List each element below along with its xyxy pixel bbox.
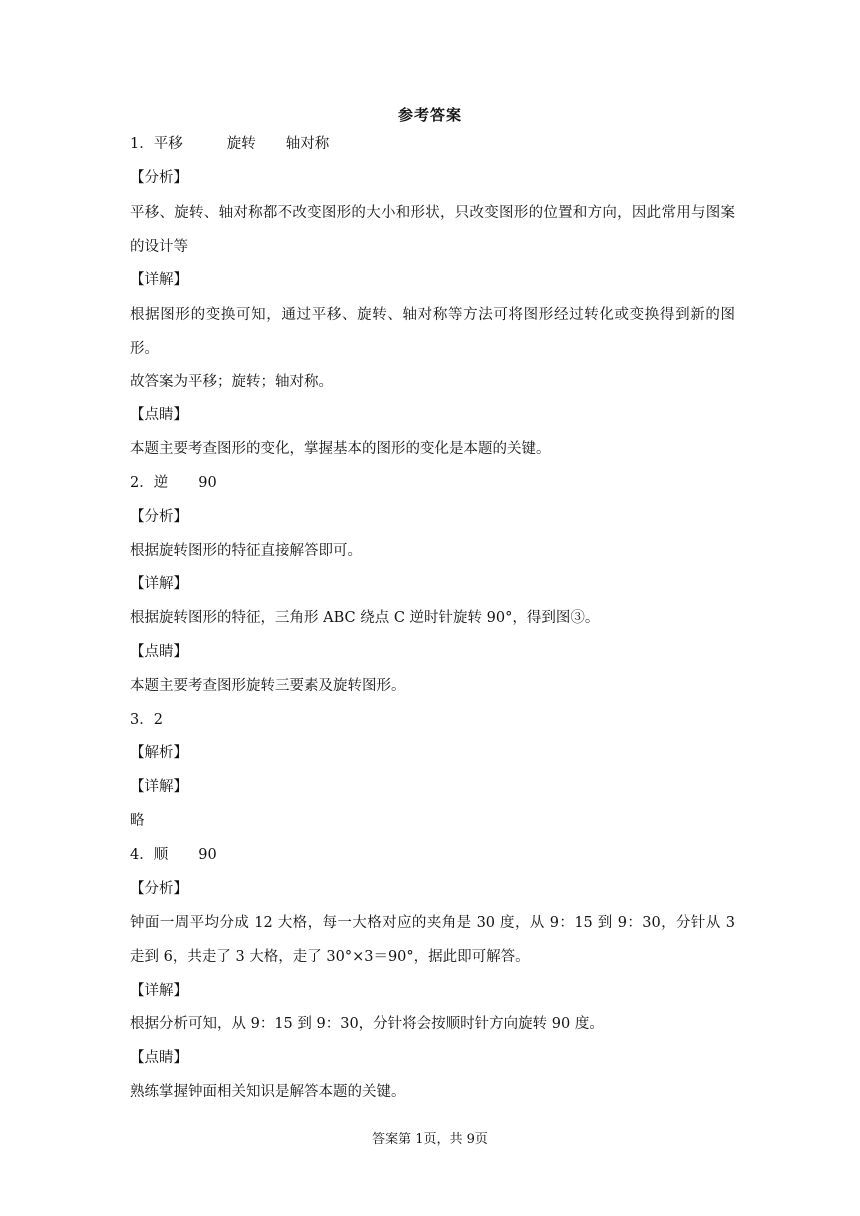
q4-answer-line: [130, 845, 217, 865]
q4-answer-1: 4．顺: [130, 847, 169, 863]
q2-detail-text: 根据旋转图形的特征，三角形 ABC 绕点 C 逆时针旋转 90°，得到图③。: [130, 610, 600, 626]
q4-analysis-text: 钟面一周平均分成 12 大格，每一大格对应的夹角是 30 度，从 9：15 到 9：30，分针从 3 走到 6，共走了 3 大格，走了 30°×3＝90°，据此即可解答。: [130, 915, 735, 965]
q1-answer-line: [130, 134, 329, 154]
q3-detail-text: 略: [130, 813, 145, 829]
q4-comment-label: 【点睛】: [130, 1050, 188, 1066]
q2-analysis-label: 【分析】: [130, 509, 188, 525]
page-title: 参考答案: [397, 106, 462, 124]
q4-comment-text: 熟练掌握钟面相关知识是解答本题的关键。: [130, 1084, 406, 1100]
q2-answer-1: 2．逆: [130, 475, 169, 491]
q2-comment-label: 【点睛】: [130, 644, 188, 660]
q1-detail-label: 【详解】: [130, 272, 188, 288]
q2-analysis-text: 根据旋转图形的特征直接解答即可。: [130, 543, 362, 559]
q2-answer-2: 90: [198, 475, 217, 491]
q3-detail-label: 【详解】: [130, 779, 188, 795]
q1-detail-text: 根据图形的变换可知，通过平移、旋转、轴对称等方法可将图形经过转化或变换得到新的图形。: [130, 307, 735, 357]
q1-answer-2: 旋转: [226, 136, 256, 152]
q3-analysis-label: 【解析】: [130, 745, 188, 761]
q1-comment-text: 本题主要考查图形的变化，掌握基本的图形的变化是本题的关键。: [130, 441, 551, 457]
q2-comment-text: 本题主要考查图形旋转三要素及旋转图形。: [130, 678, 406, 694]
page-footer: 答案第 1页，共 9页: [372, 1132, 488, 1147]
q1-analysis-label: 【分析】: [130, 170, 188, 186]
q1-answer-3: 轴对称: [285, 136, 330, 152]
q4-detail-label: 【详解】: [130, 983, 188, 999]
q1-answer-1: 1．平移: [130, 136, 183, 152]
q3-answer-line: 3．2: [130, 712, 163, 728]
q2-detail-label: 【详解】: [130, 576, 188, 592]
q4-analysis-label: 【分析】: [130, 881, 188, 897]
q1-comment-label: 【点睛】: [130, 407, 188, 423]
q2-answer-line: [130, 473, 217, 493]
q4-detail-text: 根据分析可知，从 9：15 到 9：30，分针将会按顺时针方向旋转 90 度。: [130, 1016, 604, 1032]
q4-answer-2: 90: [198, 847, 217, 863]
q1-analysis-text: 平移、旋转、轴对称都不改变图形的大小和形状，只改变图形的位置和方向，因此常用与图案的设计等: [130, 205, 735, 255]
q1-answer-text: 故答案为平移；旋转；轴对称。: [130, 374, 333, 390]
